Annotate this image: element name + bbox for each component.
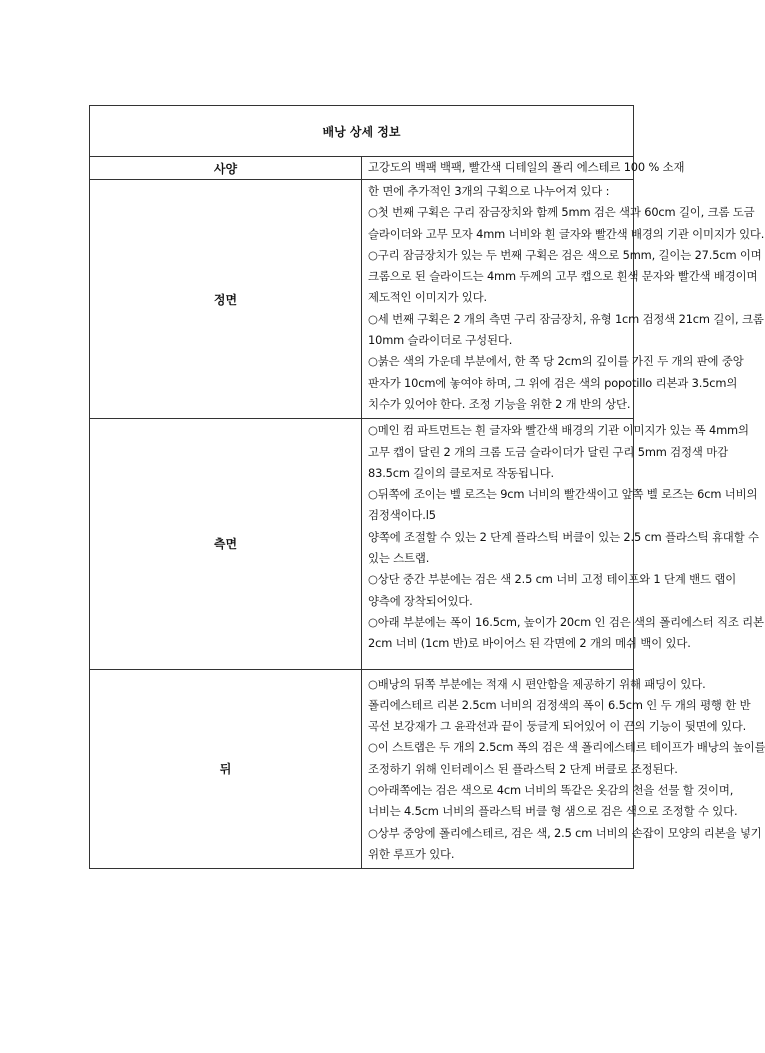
content-line: ○세 번째 구획은 2 개의 측면 구리 잠금장치, 유형 1cm 검정색 21cm 길이, 크롬 — [368, 311, 764, 326]
content-line: ○뒤쪽에 조이는 벨 로즈는 9cm 너비의 빨간색이고 앞쪽 벨 로즈는 6cm 너비의 — [368, 487, 758, 502]
content-line: ○상부 중앙에 폴리에스테르, 검은 색, 2.5 cm 너비의 손잡이 모양의 리본을 넣기 — [368, 825, 762, 840]
row-content-side — [362, 419, 764, 669]
row-content-spec — [362, 157, 685, 180]
content-line: 크롬으로 된 슬라이드는 4mm 두께의 고무 캡으로 흰색 문자와 빨간색 배경이며 — [368, 269, 758, 284]
content-line: 83.5cm 길이의 클로저로 작동됩니다. — [368, 465, 554, 480]
row-back — [90, 669, 634, 869]
content-line: ○메인 컴 파트먼트는 흰 글자와 빨간색 배경의 기관 이미지가 있는 폭 4mm의 — [368, 423, 749, 438]
content-line: 고무 캡이 달린 2 개의 크롬 도금 슬라이더가 달린 구리 5mm 검정색 마감 — [368, 444, 728, 459]
content-line: 위한 루프가 있다. — [368, 846, 455, 861]
row-label-back: 뒤 — [90, 669, 362, 869]
content-line: 조정하기 위해 인터레이스 된 플라스틱 2 단계 버클로 조정된다. — [368, 761, 678, 776]
content-line: 고강도의 백팩 백팩, 빨간색 디테일의 폴리 에스테르 100 % 소재 — [368, 160, 685, 175]
content-line: 양측에 장착되어있다. — [368, 593, 473, 608]
row-label-side: 측면 — [90, 419, 362, 669]
row-side — [90, 419, 634, 669]
content-line: 2cm 너비 (1cm 반)로 바이어스 된 각면에 2 개의 메쉬 백이 있다. — [368, 636, 691, 651]
content-line: 제도적인 이미지가 있다. — [368, 290, 487, 305]
row-front — [90, 180, 634, 419]
content-line: 한 면에 추가적인 3개의 구획으로 나누어져 있다 : — [368, 184, 610, 198]
content-line: 판자가 10cm에 놓여야 하며, 그 위에 검은 색의 popotillo 리본과 3.5cm의 — [368, 375, 738, 390]
content-line: ○붉은 색의 가운데 부분에서, 한 쪽 당 2cm의 깊이를 가진 두 개의 판에 중앙 — [368, 354, 744, 369]
backpack-spec-table — [89, 105, 765, 869]
content-line: 있는 스트랩. — [368, 551, 430, 566]
content-line: 너비는 4.5cm 너비의 플라스틱 버클 형 샘으로 검은 색으로 조정할 수 있다. — [368, 804, 738, 819]
content-line: ○배낭의 뒤쪽 부분에는 적재 시 편안함을 제공하기 위해 패딩이 있다. — [368, 676, 706, 691]
row-label-spec: 사양 — [90, 157, 362, 180]
content-line: 치수가 있어야 한다. 조정 기능을 위한 2 개 반의 상단. — [368, 396, 631, 411]
content-line: 곡선 보강재가 그 윤곽선과 끝이 둥글게 되어있어 이 끈의 기능이 뒷면에 있다. — [368, 719, 747, 734]
content-line: 10mm 슬라이더로 구성된다. — [368, 333, 513, 348]
content-line: ○이 스트랩은 두 개의 2.5cm 폭의 검은 색 폴리에스테르 테이프가 배낭의 높이를 — [368, 740, 765, 755]
content-line: ○구리 잠금장치가 있는 두 번째 구획은 검은 색으로 5mm, 길이는 27.5cm 이며 — [368, 247, 762, 262]
content-line: 양쪽에 조절할 수 있는 2 단계 플라스틱 버클이 있는 2.5 cm 플라스틱 휴대할 수 — [368, 529, 759, 544]
content-line: ○상단 중간 부분에는 검은 색 2.5 cm 너비 고정 테이프와 1 단계 밴드 랩이 — [368, 572, 737, 587]
row-content-front — [362, 180, 765, 419]
row-content-back — [362, 669, 765, 869]
content-line: ○아래쪽에는 검은 색으로 4cm 너비의 똑같은 옷감의 천을 선물 할 것이며, — [368, 783, 734, 798]
content-line: 슬라이더와 고무 모자 4mm 너비와 흰 글자와 빨간색 배경의 기관 이미지가 있다. — [368, 226, 765, 241]
row-spec — [90, 157, 634, 180]
row-label-front: 정면 — [90, 180, 362, 419]
table-title: 배낭 상세 정보 — [90, 106, 634, 157]
content-line: ○아래 부분에는 폭이 16.5cm, 높이가 20cm 인 검은 색의 폴리에스터 직조 리본 — [368, 614, 764, 629]
content-line: ○첫 번째 구획은 구리 잠금장치와 함께 5mm 검은 색과 60cm 길이, 크롬 도금 — [368, 205, 755, 220]
content-line: 검정색이다.l5 — [368, 508, 436, 523]
content-line: 폴리에스테르 리본 2.5cm 너비의 검정색의 폭이 6.5cm 인 두 개의 평행 한 반 — [368, 697, 751, 712]
